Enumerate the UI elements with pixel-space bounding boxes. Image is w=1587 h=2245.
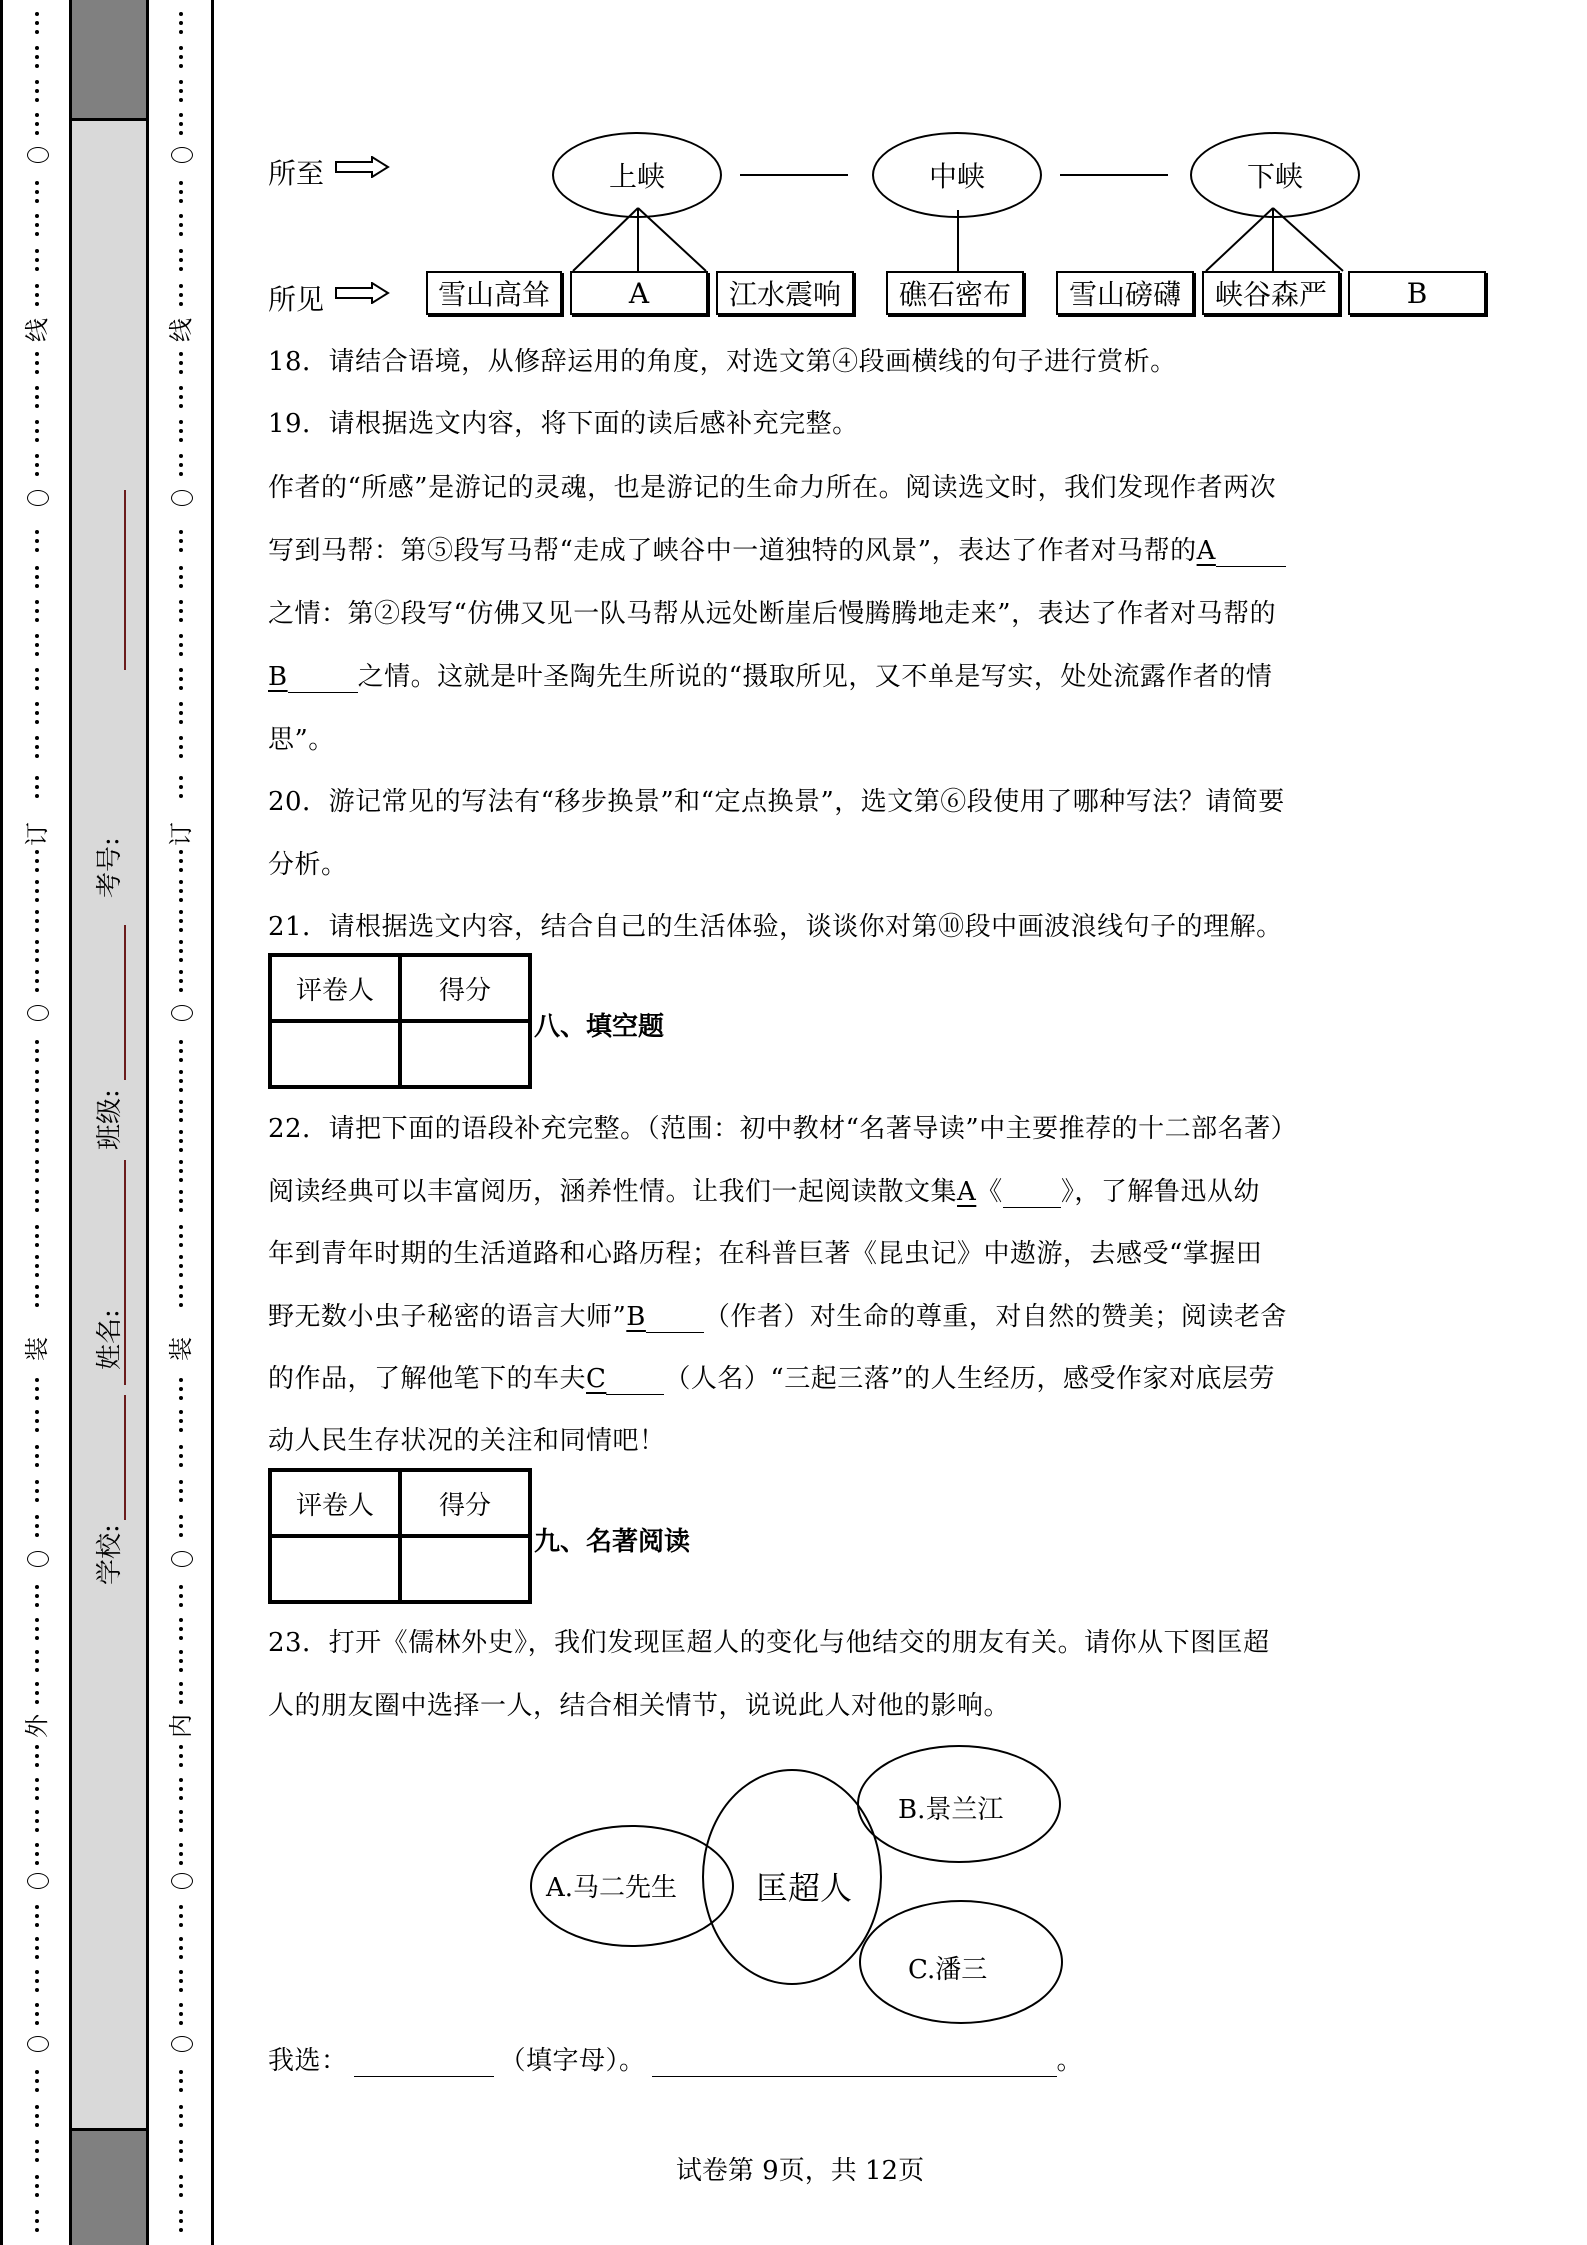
middle-item-1: 礁石密布 [886,271,1024,315]
question-20-line-1: 20．游记常见的写法有“移步换景”和“定点换景”，选文第⑥段使用了哪种写法？请简要 [268,787,1285,817]
dots [179,2105,183,2132]
dots [35,1285,39,1312]
q22-line-2 [268,1176,1260,1208]
field-label-exam-no: 考号: [95,837,125,898]
dots [179,1515,183,1542]
dots [35,1810,39,1837]
dots [35,1480,39,1507]
dots [179,2070,183,2097]
field-label-name: 姓名: [95,1309,125,1370]
q22-line-6: 动人民生存状况的关注和同情吧！ [268,1426,666,1456]
score-table-section-9 [268,1468,532,1604]
row-label-arrived: 所至 [268,157,325,190]
dots [179,736,183,763]
q19-line-2 [268,535,1286,567]
text: 写到马帮：第⑤段写马帮“走成了峡谷中一道独特的风景”，表达了作者对马帮的 [268,536,1197,566]
dots [179,420,183,447]
dots [179,970,183,997]
q19-line-3: 之情：第②段写“仿佛又见一队马帮从远处断崖后慢腾腾地走来”，表达了作者对马帮的 [268,599,1277,629]
dots [179,702,183,729]
mark-zhuang: 装 [167,1337,195,1361]
dots [35,1410,39,1437]
dots [35,249,39,276]
outer-border [0,0,3,2245]
dots [35,1843,39,1870]
dots [179,1225,183,1252]
score-table-section-8 [268,953,532,1089]
dots [179,386,183,413]
circle-mark [171,1005,193,1021]
circle-mark [171,1551,193,1567]
dots [35,214,39,241]
text: 野无数小虫子秘密的语言大师” [268,1302,627,1332]
answer-letter-blank[interactable] [354,2050,494,2077]
place-lower-gorge: 下峡 [1190,132,1360,218]
blank-b[interactable] [288,666,358,693]
field-label-school: 学校: [95,1524,125,1585]
blank-a-letter: A [1196,536,1216,566]
dots [179,454,183,481]
text: 之情。这就是叶圣陶先生所说的“摄取所见，又不单是写实，处处流露作者的情 [357,662,1273,692]
binding-margin [0,0,215,2245]
dots [35,1515,39,1542]
upper-item-1: 雪山高耸 [426,271,562,315]
question-23-line-2: 人的朋友圈中选择一人，结合相关情节，说说此人对他的影响。 [268,1691,1011,1721]
dots [179,850,183,877]
dots [35,2210,39,2237]
text: 《 [976,1177,1003,1207]
dots [35,600,39,627]
circle-mark [171,490,193,506]
grader-cell[interactable] [270,1536,400,1602]
score-cell[interactable] [400,1536,530,1602]
inner-cut-line [151,0,211,2245]
dots [35,1225,39,1252]
blank-b-letter: B [268,662,288,692]
text: 阅读经典可以丰富阅历，涵养性情。让我们一起阅读散文集 [268,1177,958,1207]
dots [35,1255,39,1282]
dots [35,2070,39,2097]
dots [35,1378,39,1405]
dots [35,736,39,763]
answer-prefix: 我选： [268,2046,348,2076]
inner-border [211,0,214,2245]
section-title-8: 八、填空题 [534,1012,665,1042]
dots [179,1810,183,1837]
lower-item-2: 峡谷森严 [1202,271,1340,315]
dots [179,1585,183,1612]
dots [179,352,183,379]
q22-line-4 [268,1301,1287,1333]
band-cap-top [72,0,146,121]
dots [35,530,39,557]
dots [35,1070,39,1097]
dots [35,113,39,140]
gorge-diagram [268,130,1498,330]
dots [35,80,39,107]
dots [35,634,39,661]
blank-c[interactable] [606,1368,664,1395]
circle-mark [27,1873,49,1889]
dots [35,2105,39,2132]
dots [179,566,183,593]
question-18: 18．请结合语境，从修辞运用的角度，对选文第④段画横线的句子进行赏析。 [268,347,1177,377]
dots [35,1745,39,1772]
dots [179,80,183,107]
q22-line-3: 年到青年时期的生活道路和心路历程；在科普巨著《昆虫记》中遨游，去感受“掌握田 [268,1239,1263,1269]
dots [179,113,183,140]
dots [35,1650,39,1677]
dots [179,1130,183,1157]
circle-mark [171,147,193,163]
text: （作者）对生命的尊重，对自然的赞美；阅读老舍 [703,1302,1287,1332]
dots [35,970,39,997]
dots [35,46,39,73]
section-title-9: 九、名著阅读 [534,1527,691,1557]
dots [35,1778,39,1805]
circle-mark [27,1551,49,1567]
friend-label-b: B.景兰江 [898,1795,1004,1825]
dots [179,668,183,695]
dots [179,1650,183,1677]
dots [35,1190,39,1217]
dots [179,530,183,557]
mark-ding: 订 [167,822,195,846]
friend-circle-diagram [520,1745,1080,2005]
dots [35,880,39,907]
dots [35,702,39,729]
dots [35,181,39,208]
dots [179,1682,183,1709]
dots [35,1160,39,1187]
field-label-class: 班级: [95,1089,125,1150]
dots [35,940,39,967]
dots [179,1480,183,1507]
center-label: 匡超人 [756,1869,853,1907]
dots [179,1970,183,1997]
dots [179,284,183,311]
dots [35,1618,39,1645]
page-footer: 试卷第 9页，共 12页 [675,2156,925,2186]
dots [35,1130,39,1157]
dots [35,668,39,695]
student-info-band [69,0,149,2245]
answer-hint: （填字母）。 [499,2046,646,2076]
dots [179,1618,183,1645]
grader-header: 评卷人 [270,1470,400,1536]
dots [179,1255,183,1282]
dots [35,1040,39,1067]
blank-b-letter: B [626,1302,646,1332]
dots [35,566,39,593]
dots [179,2003,183,2030]
dots [179,1190,183,1217]
question-21: 21．请根据选文内容，结合自己的生活体验，谈谈你对第⑩段中画波浪线句子的理解。 [268,912,1283,942]
circle-mark [171,1873,193,1889]
dots [179,249,183,276]
dots [179,12,183,39]
mark-nei: 内 [167,1714,195,1738]
lower-item-1: 雪山磅礴 [1056,271,1194,315]
dots [35,850,39,877]
q19-line-5: 思”。 [268,725,335,755]
dots [179,181,183,208]
answer-line [268,2045,1083,2077]
lower-item-blank-b: B [1348,271,1486,315]
dots [35,12,39,39]
answer-end: 。 [1056,2046,1084,2076]
upper-item-3: 江水震响 [716,271,854,315]
mark-xian: 线 [23,318,51,342]
dots [179,1937,183,1964]
question-19: 19．请根据选文内容，将下面的读后感补充完整。 [268,409,859,439]
dots [179,46,183,73]
circle-mark [171,2036,193,2052]
dots [35,776,39,803]
field-line-school[interactable] [124,1395,126,1520]
question-22-line-1: 22．请把下面的语段补充完整。（范围：初中教材“名著导读”中主要推荐的十二部名著） [268,1114,1298,1144]
circle-mark [27,1005,49,1021]
dots [179,910,183,937]
dots [35,2003,39,2030]
dots [35,1970,39,1997]
dots [35,454,39,481]
dots [35,1682,39,1709]
score-header: 得分 [400,955,530,1021]
dots [35,1585,39,1612]
score-cell[interactable] [400,1021,530,1087]
friend-label-a: A.马二先生 [546,1873,678,1903]
dots [35,420,39,447]
mark-xian: 线 [167,318,195,342]
mark-ding: 订 [23,822,51,846]
text: （人名）“三起三落”的人生经历，感受作家对底层劳 [664,1364,1276,1394]
dots [35,352,39,379]
field-line-class[interactable] [124,925,126,1080]
dots [179,1070,183,1097]
dots [35,284,39,311]
place-middle-gorge: 中峡 [872,132,1042,218]
dots [179,1378,183,1405]
dots [35,1937,39,1964]
dots [179,634,183,661]
blank-a[interactable] [1003,1181,1061,1208]
blank-a[interactable] [1216,540,1286,567]
q22-line-5 [268,1363,1275,1395]
dots [179,1905,183,1932]
row-label-seen: 所见 [268,283,325,316]
mark-wai: 外 [23,1714,51,1738]
dots [179,1843,183,1870]
dots [35,1100,39,1127]
circle-mark [27,2036,49,2052]
friend-label-c: C.潘三 [908,1955,988,1985]
question-23-line-1: 23．打开《儒林外史》，我们发现匡超人的变化与他结交的朋友有关。请你从下图匡超 [268,1628,1270,1658]
text: 》，了解鲁迅从幼 [1060,1177,1260,1207]
dots [35,386,39,413]
score-header: 得分 [400,1470,530,1536]
place-upper-gorge: 上峡 [552,132,722,218]
q19-line-4 [268,661,1272,693]
outer-cut-line [7,0,67,2245]
dots [179,1445,183,1472]
dots [179,1745,183,1772]
dots [179,776,183,803]
dots [179,214,183,241]
blank-c-letter: C [586,1364,607,1394]
question-20-line-2: 分析。 [268,850,348,880]
dots [179,1285,183,1312]
blank-b[interactable] [646,1306,704,1333]
dots [179,2210,183,2237]
text: 的作品，了解他笔下的车夫 [268,1364,587,1394]
dots [179,1160,183,1187]
dots [179,880,183,907]
dots [179,1410,183,1437]
circle-mark [27,490,49,506]
dots [179,1040,183,1067]
dots [35,1905,39,1932]
dots [179,940,183,967]
answer-reason-blank[interactable] [652,2050,1057,2077]
upper-item-blank-a: A [570,271,708,315]
blank-a-letter: A [957,1177,977,1207]
grader-cell[interactable] [270,1021,400,1087]
grader-header: 评卷人 [270,955,400,1021]
dots [35,1445,39,1472]
dots [179,1778,183,1805]
dots [179,600,183,627]
q19-line-1: 作者的“所感”是游记的灵魂，也是游记的生命力所在。阅读选文时，我们发现作者两次 [268,473,1277,503]
circle-mark [27,147,49,163]
dots [35,910,39,937]
field-line-exam-no[interactable] [124,490,126,670]
mark-zhuang: 装 [23,1337,51,1361]
dots [179,1100,183,1127]
